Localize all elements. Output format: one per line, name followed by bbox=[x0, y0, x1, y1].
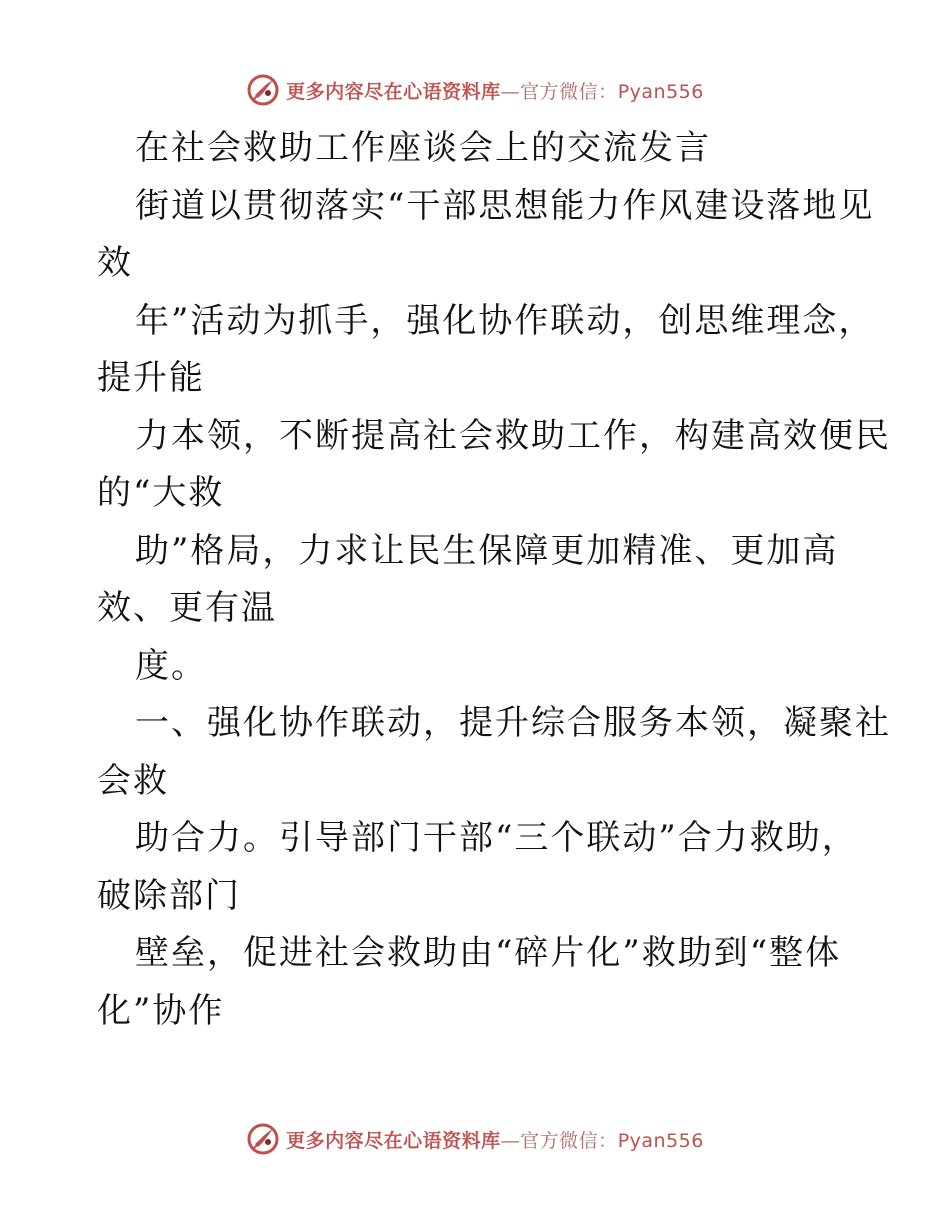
quill-seal-icon bbox=[246, 73, 280, 107]
paragraph-line: 力本领，不断提高社会救助工作，构建高效便民 bbox=[135, 415, 891, 456]
footer-dash: — bbox=[500, 1129, 521, 1152]
quill-seal-icon bbox=[246, 1122, 280, 1156]
footer-wechat-label: 官方微信： bbox=[520, 1129, 618, 1152]
paragraph-line: 街道以贯彻落实“干部思想能力作风建设落地见 bbox=[135, 185, 875, 226]
footer-banner bbox=[0, 1119, 950, 1159]
paragraph-line: 破除部门 bbox=[97, 875, 241, 916]
paragraph-line: 效、更有温 bbox=[97, 588, 277, 628]
paragraph-line: 化”协作 bbox=[97, 990, 225, 1031]
paragraph-line: 提升能 bbox=[97, 358, 205, 398]
header-site-text: 更多内容尽在心语资料库 bbox=[286, 80, 501, 103]
paragraph-line: 壁垒，促进社会救助由“碎片化”救助到“整体 bbox=[135, 933, 842, 973]
document-body bbox=[97, 120, 891, 1040]
footer-wechat-id: Pyan556 bbox=[617, 1129, 704, 1152]
document-title: 在社会救助工作座谈会上的交流发言 bbox=[135, 128, 711, 168]
header-wechat-id: Pyan556 bbox=[617, 80, 704, 103]
section-heading-line: 一、强化协作联动，提升综合服务本领，凝聚社 bbox=[135, 703, 891, 743]
footer-banner-text bbox=[286, 1126, 704, 1153]
paragraph-line: 助合力。引导部门干部“三个联动”合力救助， bbox=[135, 818, 858, 858]
header-wechat-label: 官方微信： bbox=[520, 80, 618, 103]
paragraph-line: 度。 bbox=[135, 645, 207, 686]
paragraph-line: 会救 bbox=[97, 760, 169, 801]
paragraph-line: 助”格局，力求让民生保障更加精准、更加高 bbox=[135, 530, 839, 571]
footer-site-text: 更多内容尽在心语资料库 bbox=[286, 1129, 501, 1152]
header-dash: — bbox=[500, 80, 521, 103]
paragraph-line: 的“大救 bbox=[97, 473, 225, 513]
header-banner-text bbox=[286, 77, 704, 104]
paragraph-line: 效 bbox=[97, 243, 133, 283]
header-banner bbox=[0, 70, 950, 110]
paragraph-line: 年”活动为抓手，强化协作联动，创思维理念， bbox=[135, 300, 875, 341]
